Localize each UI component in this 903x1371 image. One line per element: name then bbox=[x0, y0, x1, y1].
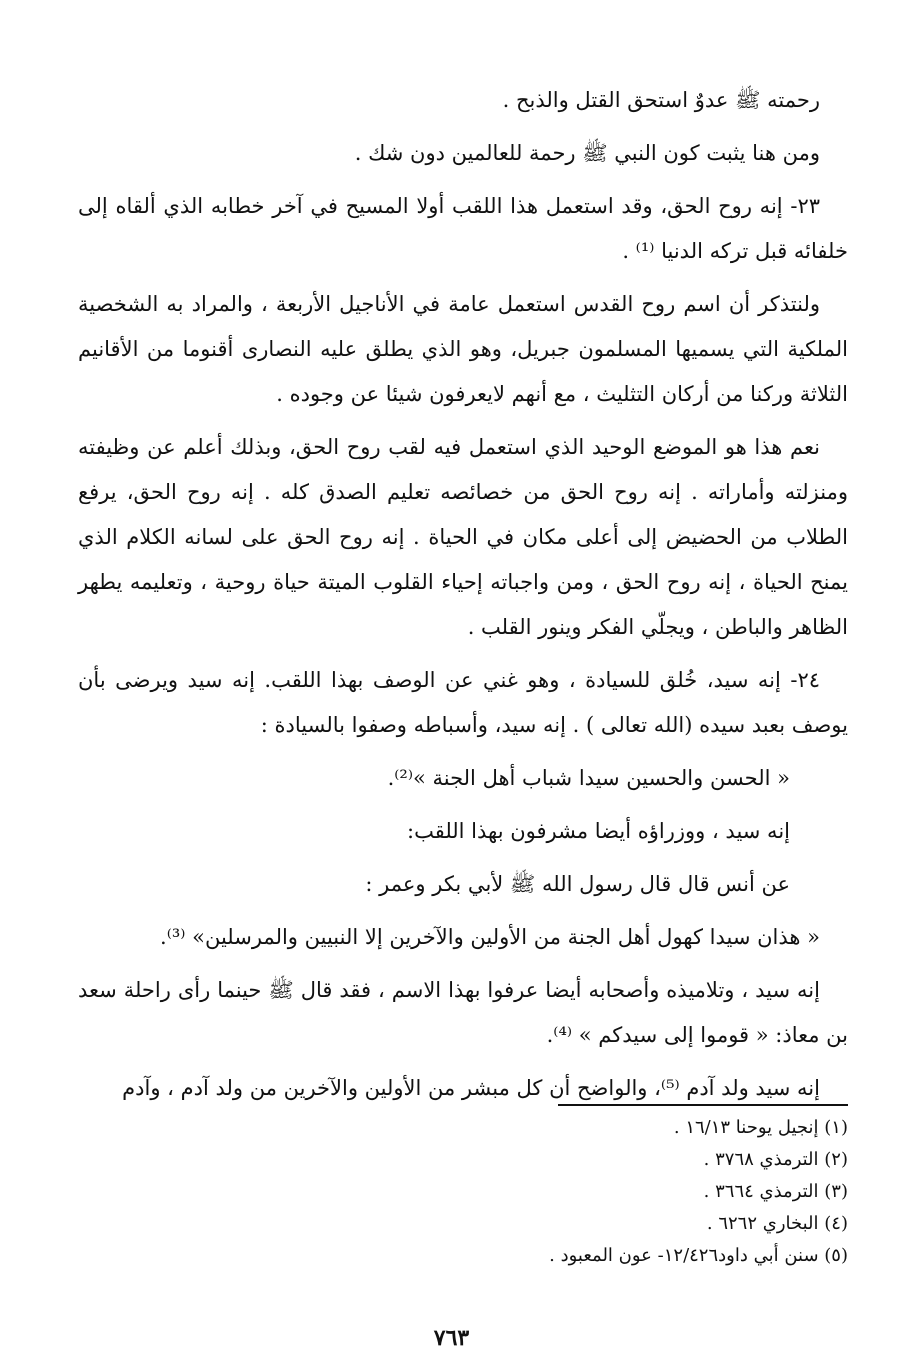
hadith-quote: « هذان سيدا كهول أهل الجنة من الأولين والآخرين إلا النبيين والمرسلين» ⁽³⁾. bbox=[160, 925, 820, 949]
page-number: ٧٦٣ bbox=[433, 1325, 470, 1351]
paragraph: ٢٣- إنه روح الحق، وقد استعمل هذا اللقب أولا المسيح في آخر خطابه الذي ألقاه إلى خلفائه قبل تركه الدنيا ⁽¹⁾ . bbox=[78, 194, 848, 263]
paragraph: ومن هنا يثبت كون النبي ﷺ رحمة للعالمين دون شك . bbox=[354, 141, 820, 165]
page-body bbox=[78, 78, 848, 1119]
footnote: (٥) سنن أبي داود١٢/٤٢٦- عون المعبود . bbox=[549, 1245, 848, 1266]
paragraph: إنه سيد ، وتلاميذه وأصحابه أيضا عرفوا بهذا الاسم ، فقد قال ﷺ حينما رأى راحلة سعد بن معاذ: « قوموا إلى سيدكم » ⁽⁴⁾. bbox=[78, 978, 848, 1047]
paragraph: إنه سيد ولد آدم ⁽⁵⁾، والواضح أن كل مبشر من الأولين والآخرين من ولد آدم ، وآدم bbox=[122, 1076, 820, 1100]
text-line: عن أنس قال قال رسول الله ﷺ لأبي بكر وعمر : bbox=[365, 872, 790, 896]
hadith-quote: « الحسن والحسين سيدا شباب أهل الجنة »⁽²⁾. bbox=[387, 766, 790, 790]
footnote-divider bbox=[558, 1104, 848, 1106]
paragraph: ٢٤- إنه سيد، خُلق للسيادة ، وهو غني عن الوصف بهذا اللقب. إنه سيد ويرضى بأن يوصف بعبد سيده (الله تعالى ) . إنه سيد، وأسباطه وصفوا بالسيادة : bbox=[78, 668, 848, 737]
footnote: (٣) الترمذي ٣٦٦٤ . bbox=[703, 1181, 848, 1202]
footnote: (٢) الترمذي ٣٧٦٨ . bbox=[703, 1149, 848, 1170]
footnotes bbox=[348, 1112, 848, 1272]
paragraph: رحمته ﷺ عدوٌ استحق القتل والذبح . bbox=[502, 88, 820, 112]
footnote: (١) إنجيل يوحنا ١٦/١٣ . bbox=[673, 1117, 848, 1138]
footnote: (٤) البخاري ٦٢٦٢ . bbox=[706, 1213, 848, 1234]
paragraph: ولنتذكر أن اسم روح القدس استعمل عامة في الأناجيل الأربعة ، والمراد به الشخصية الملكية التي يسميها المسلمون جبريل، وهو الذي يطلق عليه النصارى أقنوما من الأقانيم الثلاثة وركنا من أركان التثليث ، مع أنهم لايعرفون شيئا عن وجوده . bbox=[78, 292, 848, 406]
paragraph: نعم هذا هو الموضع الوحيد الذي استعمل فيه لقب روح الحق، وبذلك أعلم عن وظيفته ومنزلته وأماراته . إنه روح الحق من خصائصه تعليم الصدق كله . إنه روح الحق، يرفع الطلاب من الحضيض إلى أعلى مكان في الحياة . إنه روح الحق على لسانه الكلام الذي يمنح الحياة ، إنه روح الحق ، ومن واجباته إحياء القلوب الميتة حياة روحية ، وتعليمه يطهر الظاهر والباطن ، ويجلّي الفكر وينور القلب . bbox=[78, 435, 848, 639]
text-line: إنه سيد ، ووزراؤه أيضا مشرفون بهذا اللقب: bbox=[407, 819, 790, 843]
